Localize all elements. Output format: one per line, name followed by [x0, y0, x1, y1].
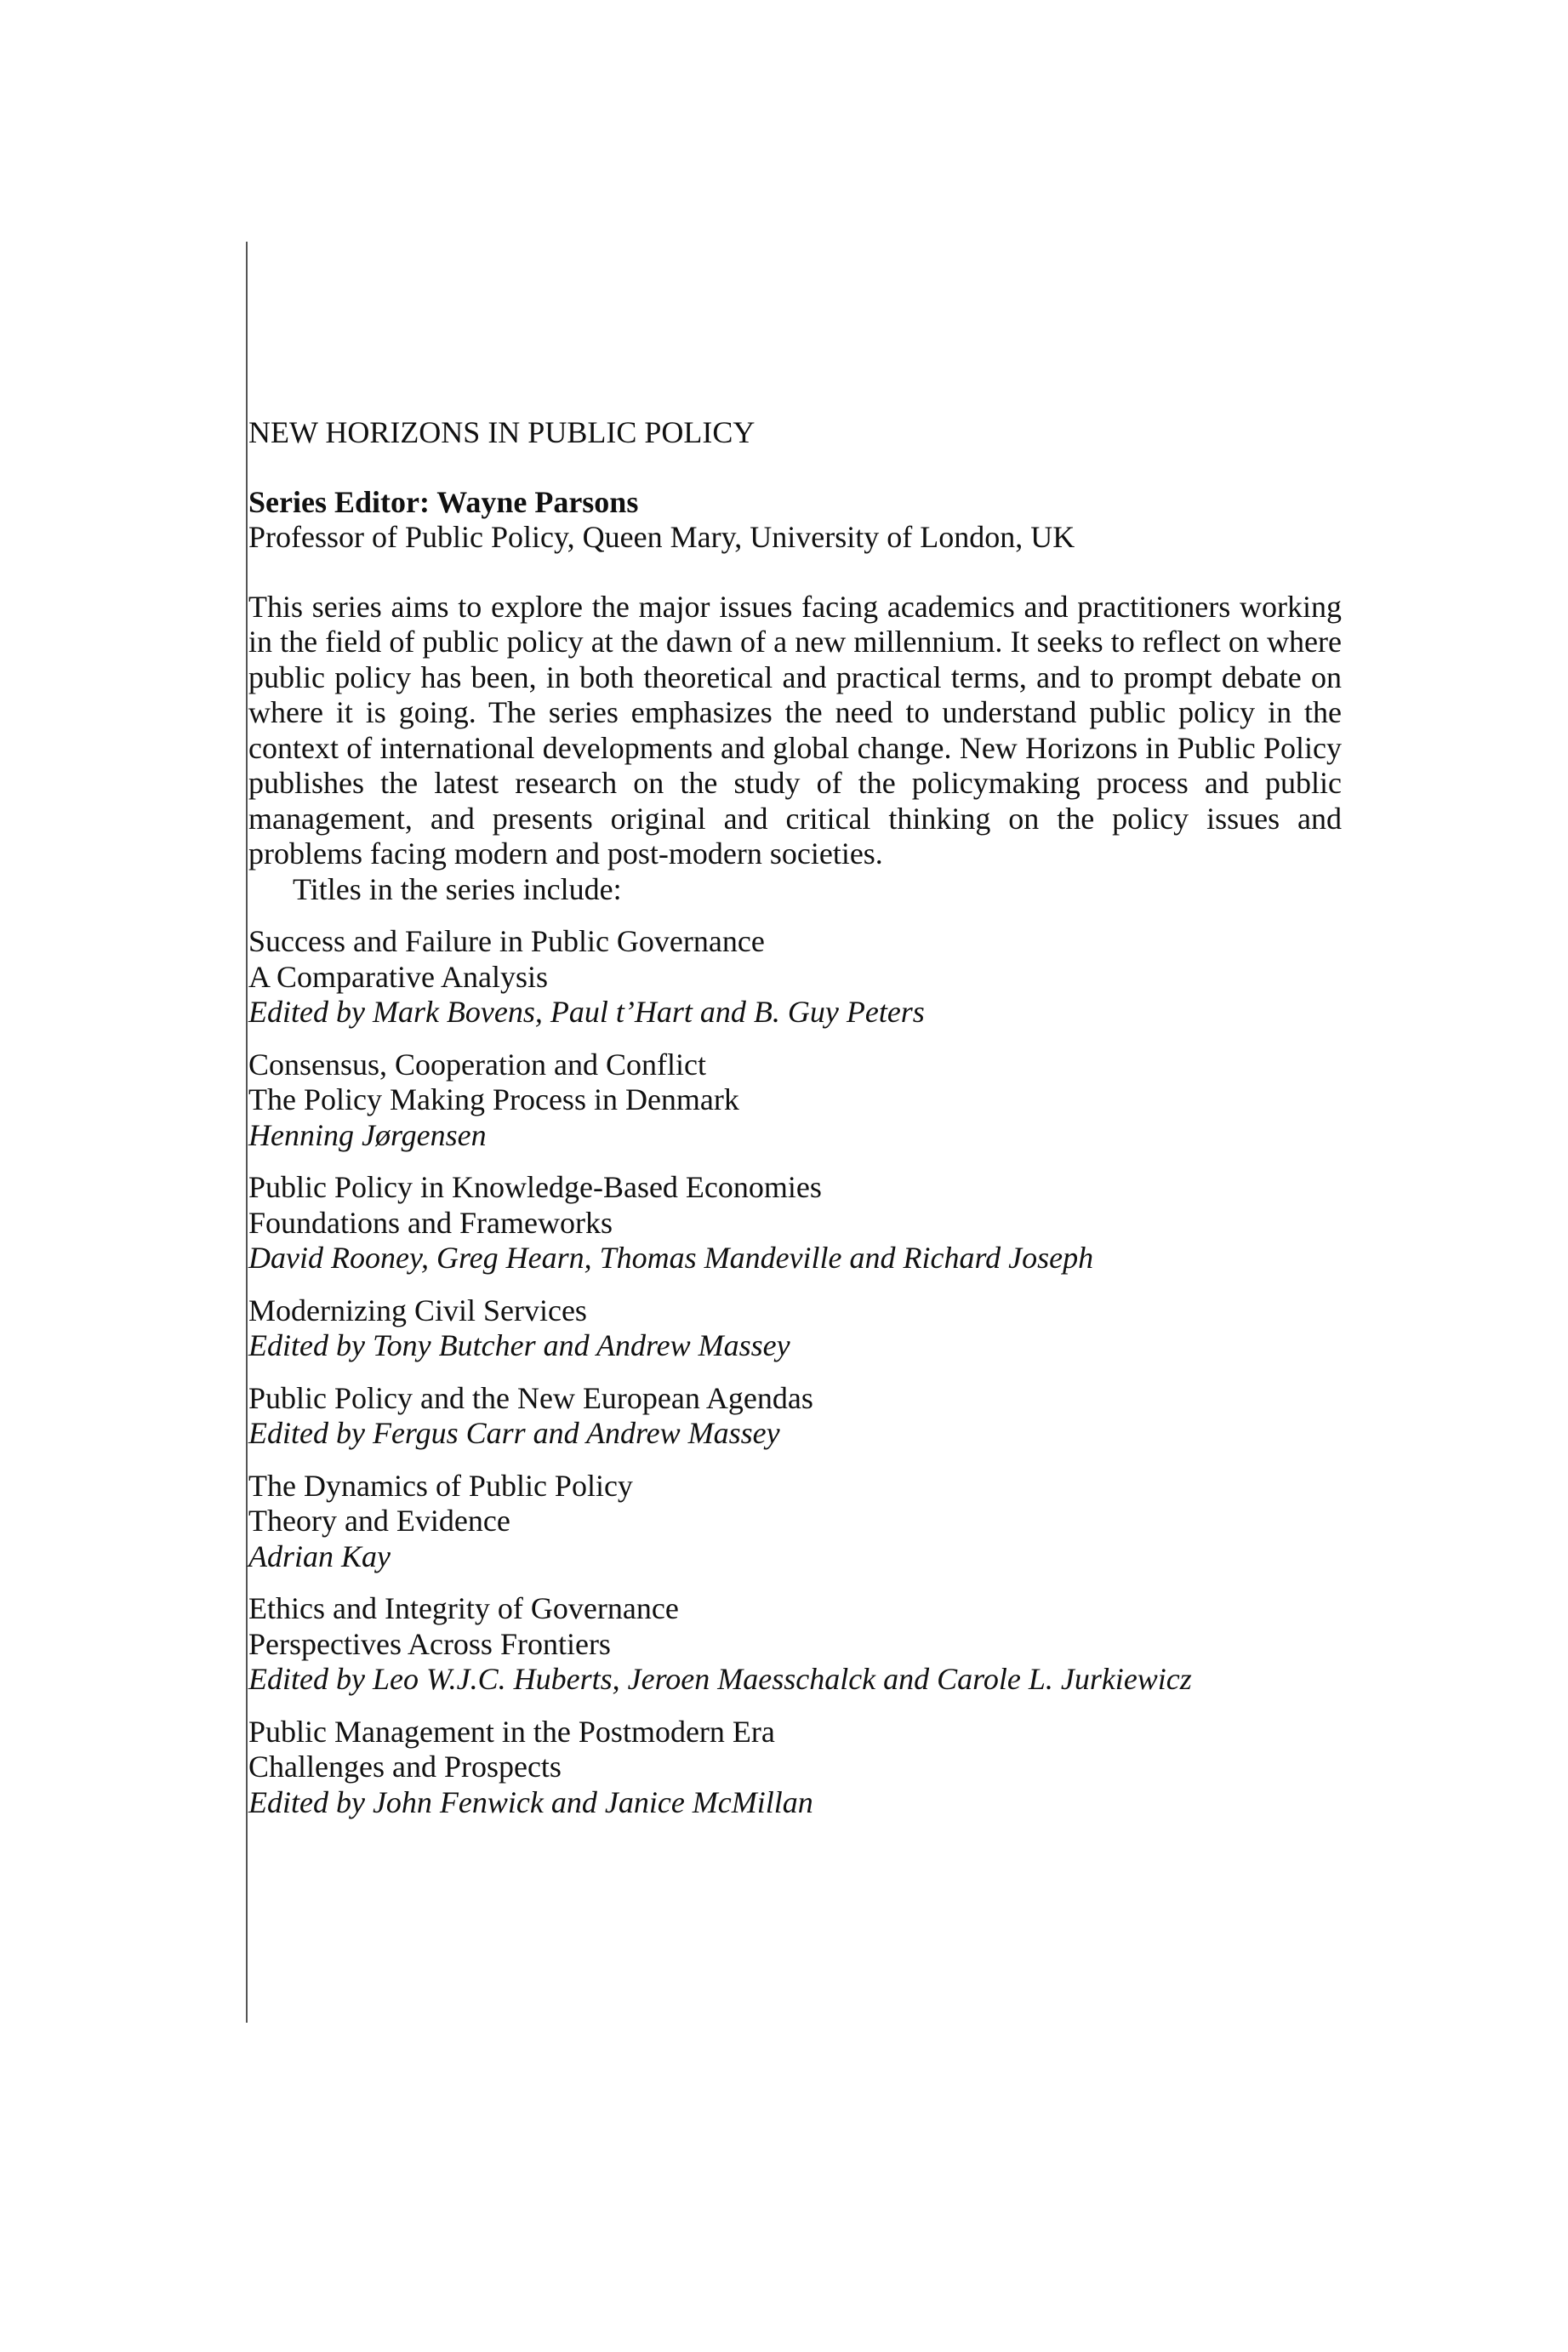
book-subtitle: Theory and Evidence	[248, 1504, 510, 1538]
book-title: Ethics and Integrity of Governance	[248, 1591, 679, 1625]
book-list	[248, 924, 1423, 1820]
book-title: Consensus, Cooperation and Conflict	[248, 1047, 706, 1082]
book-entry	[248, 1293, 1423, 1364]
book-authors: Edited by Leo W.J.C. Huberts, Jeroen Maesschalck and Carole L. Jurkiewicz	[248, 1662, 1192, 1696]
book-title: Success and Failure in Public Governance	[248, 924, 765, 958]
book-authors: Adrian Kay	[248, 1539, 391, 1573]
book-entry	[248, 1469, 1423, 1575]
book-entry	[248, 1591, 1423, 1698]
book-entry	[248, 1048, 1423, 1154]
book-authors: Edited by Mark Bovens, Paul t’Hart and B. Guy Peters	[248, 995, 925, 1029]
book-title: Public Management in the Postmodern Era	[248, 1714, 775, 1749]
book-authors: David Rooney, Greg Hearn, Thomas Mandeville and Richard Joseph	[248, 1241, 1094, 1275]
book-subtitle: A Comparative Analysis	[248, 959, 548, 994]
series-editor-name: Series Editor: Wayne Parsons	[248, 484, 639, 519]
book-entry	[248, 1715, 1423, 1821]
book-subtitle: Perspectives Across Frontiers	[248, 1626, 611, 1661]
titles-intro: Titles in the series include:	[293, 871, 622, 906]
book-subtitle: Foundations and Frameworks	[248, 1205, 613, 1240]
book-entry	[248, 1381, 1423, 1452]
series-description	[248, 590, 1342, 908]
book-title: Public Policy in Knowledge-Based Economies	[248, 1170, 822, 1204]
series-description-text: This series aims to explore the major issues facing academics and practitioners working in the field of public policy at the dawn of a new millennium. It seeks to reflect on where public policy has been, in both theoretical and practical terms, and to prompt debate on where it is going. The series emphasizes the need to understand public policy in the context of international developments and global change. New Horizons in Public Policy publishes the latest research on the study of the policymaking process and public management, and presents original and critical thinking on the policy issues and problems facing modern and post-modern societies.	[248, 589, 1342, 871]
book-entry	[248, 924, 1423, 1030]
book-authors: Edited by Tony Butcher and Andrew Massey	[248, 1328, 790, 1362]
margin-rule	[246, 242, 248, 2023]
book-subtitle: The Policy Making Process in Denmark	[248, 1082, 739, 1116]
book-title: Public Policy and the New European Agendas	[248, 1380, 813, 1415]
series-page	[248, 415, 1423, 1837]
book-authors: Edited by Fergus Carr and Andrew Massey	[248, 1416, 780, 1450]
book-entry	[248, 1170, 1423, 1276]
book-title: The Dynamics of Public Policy	[248, 1468, 633, 1503]
book-subtitle: Challenges and Prospects	[248, 1750, 562, 1784]
book-authors: Edited by John Fenwick and Janice McMillan	[248, 1784, 813, 1819]
series-title: NEW HORIZONS IN PUBLIC POLICY	[248, 415, 755, 449]
series-editor-block	[248, 485, 1423, 556]
series-editor-role: Professor of Public Policy, Queen Mary, University of London, UK	[248, 520, 1075, 554]
book-authors: Henning Jørgensen	[248, 1117, 487, 1152]
book-title: Modernizing Civil Services	[248, 1293, 587, 1327]
